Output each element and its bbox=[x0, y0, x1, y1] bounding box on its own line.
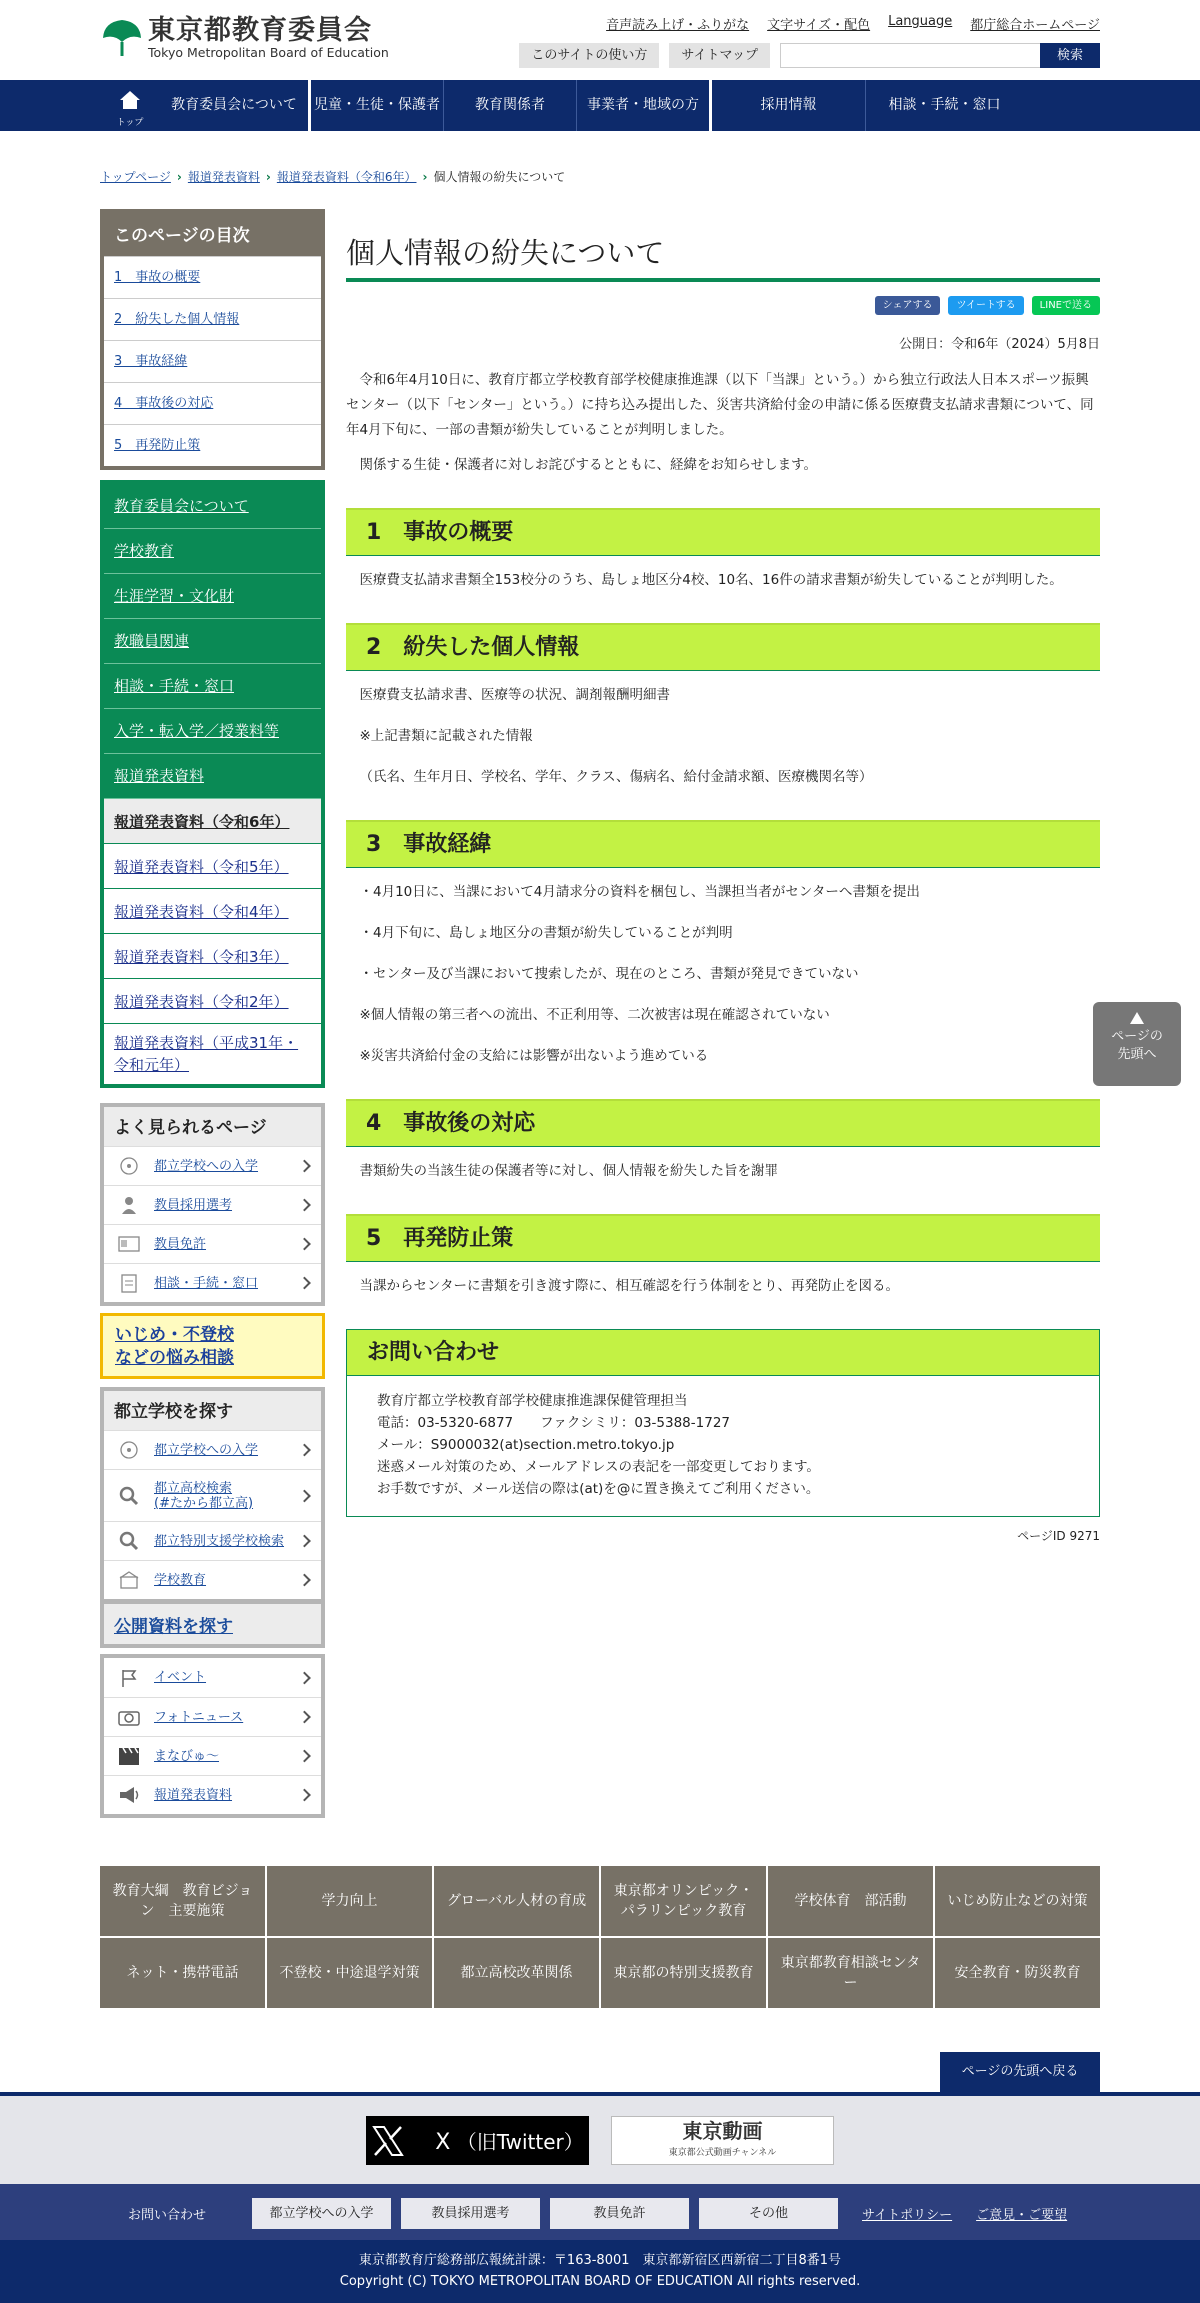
gnav-home-label: トップ bbox=[116, 118, 144, 128]
gnav-home[interactable] bbox=[100, 80, 160, 131]
chevron-right-icon bbox=[298, 1277, 311, 1290]
camera-icon bbox=[118, 1706, 140, 1728]
contact-heading: お問い合わせ bbox=[347, 1330, 1099, 1376]
footer-topic[interactable]: 東京都オリンピック・パラリンピック教育 bbox=[601, 1866, 766, 1936]
gnav-board[interactable]: 教育委員会について bbox=[171, 97, 297, 113]
popular-item[interactable] bbox=[104, 1263, 321, 1302]
x-logo-icon bbox=[371, 2124, 405, 2158]
footer-contact-label: お問い合わせ bbox=[128, 2208, 207, 2223]
utility-row bbox=[519, 43, 1100, 68]
arrow-up-icon bbox=[1130, 1012, 1144, 1024]
side-nav-sub-item[interactable]: 報道発表資料（令和2年） bbox=[104, 979, 321, 1024]
gnav-business[interactable]: 事業者・地域の方 bbox=[576, 80, 709, 131]
footer-pill[interactable]: その他 bbox=[699, 2198, 838, 2229]
clipboard-icon bbox=[118, 1272, 140, 1294]
school-search-item[interactable] bbox=[104, 1560, 321, 1599]
gnav-students[interactable]: 児童・生徒・保護者 bbox=[314, 97, 440, 113]
site-header bbox=[0, 0, 1200, 80]
misc-link-label[interactable]: イベント bbox=[154, 1670, 207, 1685]
section-3-heading: 3 事故経緯 bbox=[346, 820, 1100, 868]
popular-pages-title: よく見られるページ bbox=[104, 1107, 321, 1146]
site-policy-link[interactable]: サイトポリシー bbox=[862, 2208, 953, 2223]
language-link[interactable]: Language bbox=[888, 14, 953, 29]
line-share-button[interactable]: LINEで送る bbox=[1032, 296, 1100, 315]
tokyo-douga-title: 東京動画 bbox=[682, 2119, 763, 2143]
toc-item-label[interactable]: 5 再発防止策 bbox=[114, 438, 201, 453]
gnav-educators[interactable]: 教育関係者 bbox=[443, 80, 576, 131]
side-nav-item[interactable]: 入学・転入学／授業料等 bbox=[104, 709, 321, 754]
side-nav-sub-item[interactable]: 報道発表資料（平成31年・令和元年） bbox=[114, 1034, 299, 1074]
footer-topic[interactable]: 安全教育・防災教育 bbox=[935, 1938, 1100, 2008]
page-top-line2: 先頭へ bbox=[1117, 1047, 1157, 1062]
footer-topic-grid bbox=[100, 1866, 1100, 2008]
back-to-top-button[interactable]: ページの先頭へ戻る bbox=[940, 2052, 1100, 2092]
chevron-right-icon bbox=[298, 1238, 311, 1251]
section-3-line: ・センター及び当課において捜索したが、現在のところ、書類が発見できていない bbox=[359, 966, 859, 982]
misc-link-item[interactable] bbox=[104, 1775, 321, 1814]
footer-topic[interactable]: 東京都の特別支援教育 bbox=[601, 1938, 766, 2008]
side-nav-sub-item[interactable]: 報道発表資料（令和3年） bbox=[104, 934, 321, 979]
school-search-label[interactable]: 都立学校への入学 bbox=[154, 1442, 259, 1458]
search-icon bbox=[118, 1530, 140, 1552]
school-search-label[interactable]: 都立特別支援学校検索 bbox=[154, 1533, 285, 1549]
logo-title-jp: 東京都教育委員会 bbox=[148, 15, 372, 46]
footer-nav bbox=[0, 2184, 1200, 2240]
page-toc bbox=[100, 209, 325, 470]
megaphone-icon bbox=[118, 1784, 140, 1806]
footer-topic[interactable]: いじめ防止などの対策 bbox=[935, 1866, 1100, 1936]
sakura-icon bbox=[118, 1155, 140, 1177]
logo-title-en: Tokyo Metropolitan Board of Education bbox=[148, 45, 389, 60]
toc-item[interactable] bbox=[104, 298, 321, 340]
metro-homepage-link[interactable]: 都庁総合ホームページ bbox=[970, 18, 1100, 33]
side-nav-sub-item[interactable]: 報道発表資料（令和5年） bbox=[104, 844, 321, 889]
contact-dept: 教育庁都立学校教育部学校健康推進課保健管理担当 bbox=[377, 1393, 688, 1409]
misc-links bbox=[100, 1654, 325, 1818]
side-nav-item[interactable]: 相談・手続・窓口 bbox=[104, 664, 321, 709]
chevron-right-icon bbox=[298, 1671, 311, 1684]
page-top-float-button[interactable] bbox=[1093, 1002, 1181, 1086]
license-card-icon bbox=[118, 1233, 140, 1255]
search-icon bbox=[118, 1485, 140, 1507]
school-search-item[interactable] bbox=[104, 1521, 321, 1560]
footer-topic[interactable]: ネット・携帯電話 bbox=[100, 1938, 265, 2008]
speech-furigana-link[interactable]: 音声読み上げ・ふりがな bbox=[606, 18, 750, 33]
toc-item-label[interactable]: 4 事故後の対応 bbox=[114, 396, 214, 411]
section-3-line: ・4月下旬に、島しょ地区分の書類が紛失していることが判明 bbox=[359, 925, 733, 941]
toc-item[interactable] bbox=[104, 256, 321, 298]
utility-links bbox=[606, 14, 1100, 33]
chevron-right-icon bbox=[298, 1535, 311, 1548]
toc-item[interactable] bbox=[104, 340, 321, 382]
school-search-item[interactable] bbox=[104, 1469, 321, 1521]
school-icon bbox=[118, 1569, 140, 1591]
popular-pages bbox=[100, 1103, 325, 1306]
tweet-button[interactable]: ツイートする bbox=[948, 296, 1023, 315]
tokyo-douga-sub: 東京都公式動画チャンネル bbox=[668, 2148, 777, 2158]
breadcrumb-top[interactable]: トップページ bbox=[100, 170, 171, 184]
site-logo[interactable] bbox=[100, 16, 389, 60]
footer-address: 東京都教育庁総務部広報統計課：〒163-8001 東京都新宿区西新宿二丁目8番1号 bbox=[358, 2253, 842, 2268]
side-nav-item[interactable]: 教職員関連 bbox=[104, 619, 321, 664]
text-size-color-link[interactable]: 文字サイズ・配色 bbox=[767, 18, 871, 33]
contact-note: 迷惑メール対策のため、メールアドレスの表記を一部変更しております。 bbox=[377, 1459, 820, 1475]
bullying-line2[interactable]: などの悩み相談 bbox=[115, 1348, 234, 1368]
section-3-line: ※災害共済給付金の支給には影響が出ないよう進めている bbox=[359, 1048, 709, 1064]
search-button[interactable]: 検索 bbox=[1040, 43, 1100, 68]
school-search-title: 都立学校を探す bbox=[104, 1391, 321, 1430]
section-1-body: 医療費支払請求書類全153校分のうち、島しょ地区分4校、10名、16件の請求書類が紛失していることが判明した。 bbox=[359, 572, 1063, 588]
chevron-right-icon bbox=[298, 1574, 311, 1587]
chevron-right-icon: › bbox=[422, 169, 428, 184]
search-input[interactable] bbox=[780, 43, 1040, 68]
clapper-icon bbox=[118, 1745, 140, 1767]
contact-note: お手数ですが、メール送信の際は(at)を@に置き換えてご利用ください。 bbox=[377, 1481, 820, 1497]
misc-link-item[interactable] bbox=[104, 1736, 321, 1775]
page-id: ページID 9271 bbox=[1017, 1529, 1100, 1543]
contact-email: メール：S9000032(at)section.metro.tokyo.jp bbox=[377, 1437, 675, 1453]
section-5-body: 当課からセンターに書類を引き渡す際に、相互確認を行う体制をとり、再発防止を図る。 bbox=[359, 1278, 899, 1294]
chevron-right-icon bbox=[298, 1789, 311, 1802]
side-nav-item[interactable]: 学校教育 bbox=[104, 529, 321, 574]
misc-link-label[interactable]: まなびゅ〜 bbox=[154, 1748, 220, 1764]
breadcrumb-press-r6[interactable]: 報道発表資料（令和6年） bbox=[276, 170, 417, 184]
misc-link-label[interactable]: 報道発表資料 bbox=[154, 1787, 233, 1803]
toc-title: このページの目次 bbox=[104, 213, 321, 256]
misc-link-item[interactable] bbox=[104, 1697, 321, 1736]
side-nav bbox=[100, 480, 325, 1088]
bullying-consult-banner[interactable] bbox=[100, 1313, 325, 1379]
popular-item[interactable] bbox=[104, 1224, 321, 1263]
school-search-label[interactable]: 学校教育 bbox=[154, 1572, 207, 1588]
section-5-heading: 5 再発防止策 bbox=[346, 1214, 1100, 1262]
toc-item-label[interactable]: 3 事故経緯 bbox=[114, 354, 188, 369]
footer-topic[interactable]: グローバル人材の育成 bbox=[434, 1866, 599, 1936]
lead-paragraph-2: 関係する生徒・保護者に対しお詫びするとともに、経緯をお知らせします。 bbox=[359, 457, 818, 473]
breadcrumb-press[interactable]: 報道発表資料 bbox=[187, 170, 260, 184]
how-to-use-button[interactable]: このサイトの使い方 bbox=[519, 43, 659, 68]
popular-item-label[interactable]: 教員免許 bbox=[154, 1236, 207, 1252]
chevron-right-icon: › bbox=[265, 169, 271, 184]
x-twitter-banner[interactable]: X （旧Twitter） bbox=[366, 2116, 589, 2165]
footer-pill[interactable]: 都立学校への入学 bbox=[252, 2198, 391, 2229]
footer-topic[interactable]: 教育大綱 教育ビジョン 主要施策 bbox=[100, 1866, 265, 1936]
main-content bbox=[346, 209, 1100, 1544]
public-docs-link[interactable] bbox=[100, 1600, 325, 1648]
footer-topic[interactable]: 東京都教育相談センター bbox=[768, 1938, 933, 2008]
global-nav bbox=[0, 80, 1200, 131]
facebook-share-button[interactable]: シェアする bbox=[875, 296, 941, 315]
side-nav-sub-item-current[interactable]: 報道発表資料（令和6年） bbox=[104, 799, 321, 844]
footer-topic[interactable]: 不登校・中途退学対策 bbox=[267, 1938, 432, 2008]
toc-item[interactable] bbox=[104, 382, 321, 424]
home-icon bbox=[119, 89, 141, 111]
breadcrumb bbox=[100, 168, 565, 185]
sakura-icon bbox=[118, 1439, 140, 1461]
x-banner-label: （旧Twitter） bbox=[456, 2130, 584, 2154]
section-2-line: （氏名、生年月日、学校名、学年、クラス、傷病名、給付金請求額、医療機関名等） bbox=[359, 769, 873, 785]
sitemap-button[interactable]: サイトマップ bbox=[669, 43, 770, 68]
section-2-line: 医療費支払請求書、医療等の状況、調剤報酬明細書 bbox=[359, 687, 670, 703]
chevron-right-icon bbox=[298, 1489, 311, 1502]
toc-item[interactable] bbox=[104, 424, 321, 466]
published-date: 公開日：令和6年（2024）5月8日 bbox=[899, 337, 1100, 352]
side-nav-sub-item[interactable]: 報道発表資料（令和4年） bbox=[104, 889, 321, 934]
chevron-right-icon bbox=[298, 1711, 311, 1724]
footer-pill[interactable]: 教員採用選考 bbox=[401, 2198, 540, 2229]
section-3-line: ・4月10日に、当課において4月請求分の資料を梱包し、当課担当者がセンターへ書類を提出 bbox=[359, 884, 920, 900]
ginkgo-logo-icon bbox=[100, 16, 144, 60]
gnav-consult[interactable]: 相談・手続・窓口 bbox=[865, 80, 1023, 131]
footer-topic[interactable]: 学力向上 bbox=[267, 1866, 432, 1936]
school-search-label[interactable]: 都立高校検索 (#たから都立高) bbox=[154, 1480, 254, 1511]
footer-bottom bbox=[0, 2240, 1200, 2303]
popular-item-label[interactable]: 相談・手続・窓口 bbox=[154, 1275, 259, 1291]
side-nav-item[interactable]: 報道発表資料 bbox=[104, 754, 321, 799]
public-docs-label[interactable]: 公開資料を探す bbox=[114, 1617, 233, 1637]
footer-pill[interactable]: 教員免許 bbox=[550, 2198, 689, 2229]
section-1-heading: 1 事故の概要 bbox=[346, 508, 1100, 556]
school-search-item[interactable] bbox=[104, 1430, 321, 1469]
chevron-right-icon bbox=[298, 1750, 311, 1763]
tokyo-douga-banner[interactable] bbox=[611, 2116, 834, 2165]
sns-band bbox=[0, 2092, 1200, 2184]
popular-item[interactable] bbox=[104, 1146, 321, 1185]
toc-item-label[interactable]: 1 事故の概要 bbox=[114, 270, 201, 285]
footer-topic[interactable]: 都立高校改革関係 bbox=[434, 1938, 599, 2008]
side-nav-sub bbox=[104, 799, 321, 1084]
contact-box bbox=[346, 1329, 1100, 1517]
chevron-right-icon bbox=[298, 1160, 311, 1173]
contact-phone-fax: 電話：03-5320-6877 ファクシミリ：03-5388-1727 bbox=[377, 1415, 730, 1431]
share-buttons bbox=[346, 296, 1100, 315]
footer-copyright: Copyright (C) TOKYO METROPOLITAN BOARD OF EDUCATION All rights reserved. bbox=[339, 2274, 861, 2289]
bullying-line1[interactable]: いじめ・不登校 bbox=[115, 1325, 234, 1345]
lead-paragraph: 令和6年4月10日に、教育庁都立学校教育部学校健康推進課（以下「当課」という。）から独立行政法人日本スポーツ振興センター（以下「センター」という。）に持ち込み提出した、災害共済給付金の申請に係る医療費支払請求書類について、同年4月下旬に、一部の書類が紛失していることが判明しました。 bbox=[346, 372, 1094, 438]
misc-link-label[interactable]: フォトニュース bbox=[154, 1709, 244, 1725]
popular-item-label[interactable]: 都立学校への入学 bbox=[154, 1158, 259, 1174]
page-top-line1: ページの bbox=[1111, 1029, 1163, 1044]
toc-item-label[interactable]: 2 紛失した個人情報 bbox=[114, 312, 240, 327]
footer-topic[interactable]: 学校体育 部活動 bbox=[768, 1866, 933, 1936]
breadcrumb-current: 個人情報の紛失について bbox=[433, 170, 566, 184]
side-nav-item[interactable]: 生涯学習・文化財 bbox=[104, 574, 321, 619]
section-4-body: 書類紛失の当該生徒の保護者等に対し、個人情報を紛失した旨を謝罪 bbox=[359, 1163, 778, 1179]
flag-icon bbox=[118, 1667, 140, 1689]
section-2-heading: 2 紛失した個人情報 bbox=[346, 623, 1100, 671]
gnav-recruit[interactable]: 採用情報 bbox=[760, 97, 817, 113]
person-icon bbox=[118, 1194, 140, 1216]
chevron-right-icon bbox=[298, 1444, 311, 1457]
chevron-right-icon bbox=[298, 1199, 311, 1212]
feedback-link[interactable]: ご意見・ご要望 bbox=[976, 2208, 1068, 2223]
section-2-line: ※上記書類に記載された情報 bbox=[359, 728, 533, 744]
popular-item-label[interactable]: 教員採用選考 bbox=[154, 1197, 233, 1213]
section-3-line: ※個人情報の第三者への流出、不正利用等、二次被害は現在確認されていない bbox=[359, 1007, 830, 1023]
page-title: 個人情報の紛失について bbox=[346, 209, 1100, 282]
section-4-heading: 4 事故後の対応 bbox=[346, 1099, 1100, 1147]
side-nav-item[interactable]: 教育委員会について bbox=[104, 484, 321, 529]
school-search bbox=[100, 1387, 325, 1603]
misc-link-item[interactable] bbox=[104, 1658, 321, 1697]
chevron-right-icon: › bbox=[176, 169, 182, 184]
popular-item[interactable] bbox=[104, 1185, 321, 1224]
